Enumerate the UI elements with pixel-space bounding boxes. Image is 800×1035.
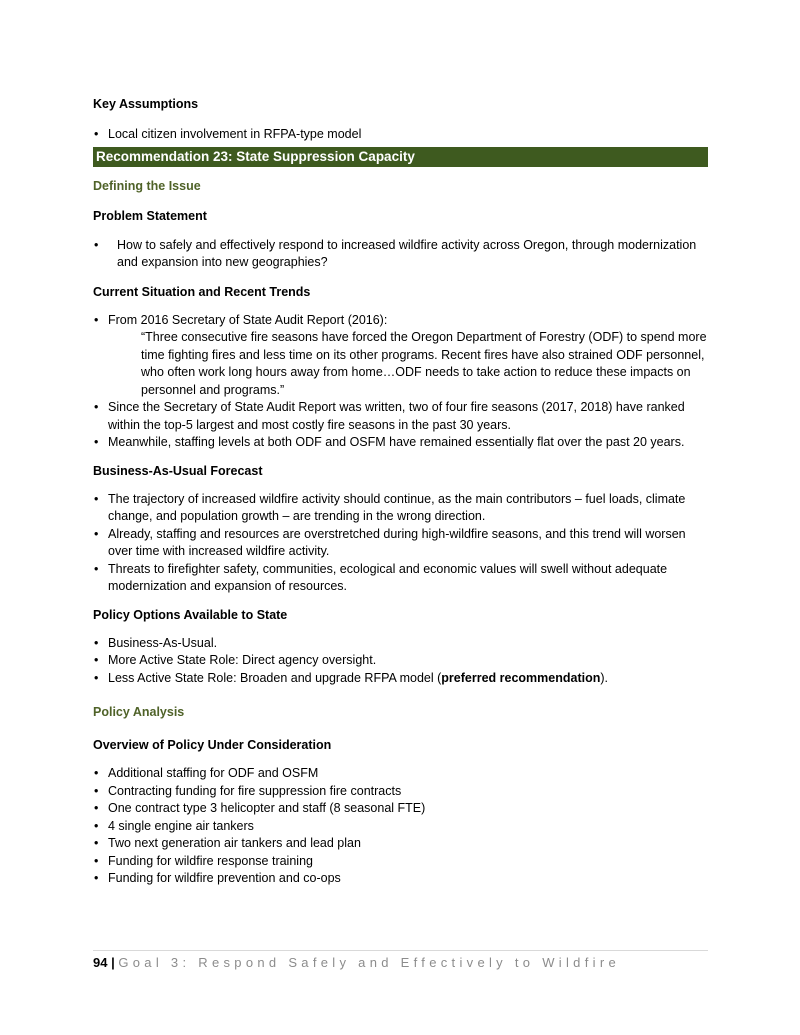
current-situation-heading: Current Situation and Recent Trends <box>93 284 311 299</box>
list-item: • More Active State Role: Direct agency oversight. <box>93 652 708 670</box>
list-item: • Threats to firefighter safety, communities, ecological and economic values will swell without adequate modernization and expansion of resources. <box>93 561 708 596</box>
list-item: • Meanwhile, staffing levels at both ODF and OSFM have remained essentially flat over the past 20 years. <box>93 434 708 452</box>
list-item: • Since the Secretary of State Audit Report was written, two of four fire seasons (2017, 2018) have ranked within the top-5 largest and most costly fire seasons in the past 30 years. <box>93 399 708 434</box>
key-assumptions-heading: Key Assumptions <box>93 97 199 111</box>
problem-statement-heading: Problem Statement <box>93 208 207 223</box>
list-item: • Funding for wildfire response training <box>93 853 708 871</box>
preferred-recommendation: preferred recommendation <box>441 670 601 685</box>
defining-issue-heading: Defining the Issue <box>93 178 201 193</box>
list-item: • Local citizen involvement in RFPA-type model <box>93 126 708 144</box>
list-item: • Already, staffing and resources are overstretched during high-wildfire seasons, and this trend will worsen over time with increased wildfire activity. <box>93 526 708 561</box>
footer-goal-text: Goal 3: Respond Safely and Effectively to Wildfire <box>118 955 620 970</box>
recommendation-banner: Recommendation 23: State Suppression Capacity <box>93 147 708 167</box>
list-item-text: ). <box>600 670 609 685</box>
key-assumptions-list <box>93 126 708 144</box>
audit-quote: “Three consecutive fire seasons have forced the Oregon Department of Forestry (ODF) to spend more time fighting fires and less time on its other programs. Recent fires have also strained ODF personnel, who often work long hours away from home…ODF needs to take action to reduce these impacts on personnel and programs.” <box>141 330 707 397</box>
document-page <box>93 96 708 888</box>
overview-heading: Overview of Policy Under Consideration <box>93 738 332 752</box>
page-number: 94 <box>93 955 108 970</box>
list-item: • The trajectory of increased wildfire activity should continue, as the main contributors – fuel loads, climate change, and population growth – are trending in the wrong direction. <box>93 491 708 526</box>
list-item: • 4 single engine air tankers <box>93 818 708 836</box>
bau-forecast-list <box>93 491 708 596</box>
policy-options-list <box>93 635 708 688</box>
problem-statement-list <box>93 237 708 272</box>
list-item-text: From 2016 Secretary of State Audit Report (2016): <box>108 312 388 327</box>
list-item: • Funding for wildfire prevention and co-ops <box>93 870 708 888</box>
policy-analysis-heading: Policy Analysis <box>93 705 185 719</box>
current-situation-list <box>93 312 708 452</box>
bau-forecast-heading: Business-As-Usual Forecast <box>93 463 263 478</box>
policy-options-heading: Policy Options Available to State <box>93 607 288 622</box>
list-item <box>93 312 708 400</box>
list-item <box>93 670 708 688</box>
footer-separator: | <box>107 955 119 970</box>
list-item: • Contracting funding for fire suppression fire contracts <box>93 783 708 801</box>
page-footer <box>93 950 708 970</box>
list-item: • Business-As-Usual. <box>93 635 708 653</box>
list-item: • Two next generation air tankers and lead plan <box>93 835 708 853</box>
list-item: • One contract type 3 helicopter and staff (8 seasonal FTE) <box>93 800 708 818</box>
list-item: • How to safely and effectively respond to increased wildfire activity across Oregon, through modernization and expansion into new geographies? <box>93 237 708 272</box>
list-item: • Additional staffing for ODF and OSFM <box>93 765 708 783</box>
list-item-text: Less Active State Role: Broaden and upgrade RFPA model ( <box>108 670 442 685</box>
overview-list <box>93 765 708 888</box>
